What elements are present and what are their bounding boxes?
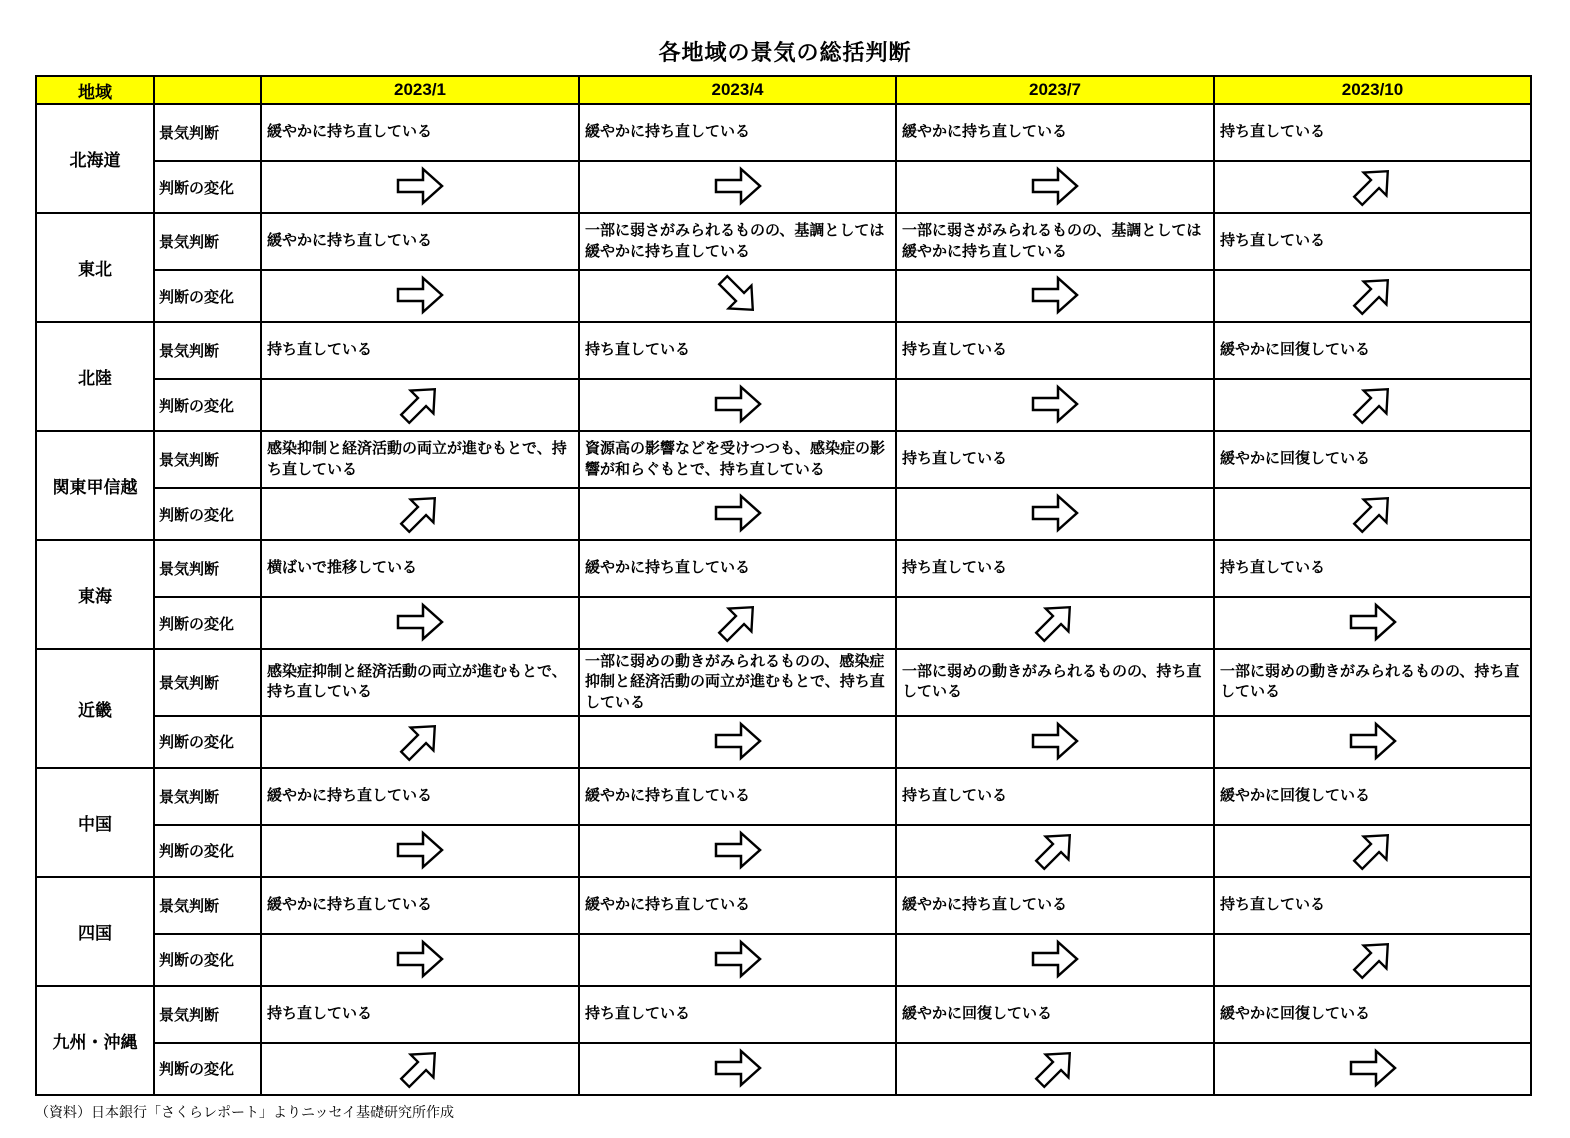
arrow-right-icon	[710, 490, 766, 536]
arrow-up-right-icon	[1345, 490, 1401, 536]
change-cell	[896, 270, 1214, 322]
region-judgment-row	[36, 986, 1531, 1043]
arrow-up-right-icon	[392, 1045, 448, 1091]
region-judgment-row	[36, 431, 1531, 488]
period-header-2023-10: 2023/10	[1214, 76, 1531, 104]
region-judgment-row	[36, 877, 1531, 934]
arrow-right-icon	[710, 936, 766, 982]
change-cell	[261, 597, 579, 649]
judgment-text: 一部に弱めの動きがみられるものの、持ち直している	[896, 649, 1214, 716]
judgment-text: 一部に弱さがみられるものの、基調としては緩やかに持ち直している	[896, 213, 1214, 270]
header-row	[36, 76, 1531, 104]
change-row-label: 判断の変化	[154, 488, 261, 540]
arrow-right-icon	[1345, 1045, 1401, 1091]
judgment-text: 緩やかに持ち直している	[261, 104, 579, 161]
arrow-right-icon	[1027, 936, 1083, 982]
judgment-text: 一部に弱めの動きがみられるものの、感染症抑制と経済活動の両立が進むもとで、持ち直している	[579, 649, 896, 716]
arrow-right-icon	[1027, 272, 1083, 318]
region-change-row	[36, 270, 1531, 322]
region-judgment-row	[36, 104, 1531, 161]
judgment-row-label: 景気判断	[154, 768, 261, 825]
arrow-right-icon	[392, 272, 448, 318]
change-cell	[896, 825, 1214, 877]
arrow-up-right-icon	[1345, 381, 1401, 427]
change-cell	[261, 1043, 579, 1095]
assessment-table-body	[36, 104, 1531, 1095]
judgment-row-label: 景気判断	[154, 540, 261, 597]
arrow-right-icon	[1027, 381, 1083, 427]
region-column-header: 地域	[36, 76, 154, 104]
change-row-label: 判断の変化	[154, 161, 261, 213]
region-change-row	[36, 825, 1531, 877]
table-header	[36, 76, 1531, 104]
judgment-row-label: 景気判断	[154, 322, 261, 379]
arrow-right-icon	[392, 163, 448, 209]
change-row-label: 判断の変化	[154, 597, 261, 649]
change-cell	[261, 488, 579, 540]
region-change-row	[36, 379, 1531, 431]
judgment-row-label: 景気判断	[154, 986, 261, 1043]
sublabel-column-header	[154, 76, 261, 104]
region-name: 近畿	[36, 649, 154, 768]
change-cell	[896, 934, 1214, 986]
judgment-row-label: 景気判断	[154, 877, 261, 934]
regional-assessment-table	[35, 75, 1532, 1096]
change-cell	[896, 716, 1214, 768]
arrow-right-icon	[710, 827, 766, 873]
change-cell	[1214, 716, 1531, 768]
judgment-text: 緩やかに持ち直している	[579, 104, 896, 161]
change-cell	[896, 161, 1214, 213]
judgment-text: 横ばいで推移している	[261, 540, 579, 597]
judgment-text: 持ち直している	[896, 768, 1214, 825]
change-cell	[1214, 597, 1531, 649]
change-cell	[579, 716, 896, 768]
change-cell	[579, 161, 896, 213]
region-change-row	[36, 597, 1531, 649]
region-name: 北海道	[36, 104, 154, 213]
judgment-text: 緩やかに持ち直している	[579, 768, 896, 825]
period-header-2023-4: 2023/4	[579, 76, 896, 104]
judgment-text: 緩やかに持ち直している	[579, 877, 896, 934]
judgment-text: 持ち直している	[579, 986, 896, 1043]
region-name: 東海	[36, 540, 154, 649]
arrow-up-right-icon	[1345, 827, 1401, 873]
judgment-text: 緩やかに回復している	[1214, 768, 1531, 825]
region-name: 中国	[36, 768, 154, 877]
region-judgment-row	[36, 768, 1531, 825]
change-row-label: 判断の変化	[154, 1043, 261, 1095]
region-change-row	[36, 161, 1531, 213]
judgment-text: 緩やかに持ち直している	[896, 104, 1214, 161]
region-change-row	[36, 488, 1531, 540]
judgment-text: 持ち直している	[261, 986, 579, 1043]
period-header-2023-7: 2023/7	[896, 76, 1214, 104]
judgment-text: 感染症抑制と経済活動の両立が進むもとで、持ち直している	[261, 649, 579, 716]
judgment-text: 一部に弱めの動きがみられるものの、持ち直している	[1214, 649, 1531, 716]
change-cell	[896, 379, 1214, 431]
arrow-right-icon	[710, 1045, 766, 1091]
judgment-text: 持ち直している	[579, 322, 896, 379]
change-row-label: 判断の変化	[154, 379, 261, 431]
arrow-right-icon	[1027, 490, 1083, 536]
arrow-up-right-icon	[710, 599, 766, 645]
change-cell	[1214, 270, 1531, 322]
change-cell	[579, 597, 896, 649]
arrow-right-icon	[392, 599, 448, 645]
period-header-2023-1: 2023/1	[261, 76, 579, 104]
judgment-text: 感染抑制と経済活動の両立が進むもとで、持ち直している	[261, 431, 579, 488]
region-change-row	[36, 716, 1531, 768]
judgment-text: 資源高の影響などを受けつつも、感染症の影響が和らぐもとで、持ち直している	[579, 431, 896, 488]
region-name: 九州・沖縄	[36, 986, 154, 1095]
change-cell	[579, 825, 896, 877]
change-row-label: 判断の変化	[154, 825, 261, 877]
arrow-right-icon	[710, 718, 766, 764]
change-cell	[579, 1043, 896, 1095]
judgment-text: 持ち直している	[1214, 104, 1531, 161]
region-judgment-row	[36, 649, 1531, 716]
judgment-text: 緩やかに持ち直している	[261, 213, 579, 270]
region-name: 四国	[36, 877, 154, 986]
change-row-label: 判断の変化	[154, 270, 261, 322]
change-cell	[579, 488, 896, 540]
change-cell	[261, 716, 579, 768]
change-cell	[261, 270, 579, 322]
change-cell	[1214, 161, 1531, 213]
arrow-up-right-icon	[1345, 936, 1401, 982]
change-cell	[896, 597, 1214, 649]
change-cell	[1214, 825, 1531, 877]
judgment-text: 持ち直している	[896, 431, 1214, 488]
judgment-text: 一部に弱さがみられるものの、基調としては緩やかに持ち直している	[579, 213, 896, 270]
region-change-row	[36, 934, 1531, 986]
judgment-text: 緩やかに回復している	[1214, 322, 1531, 379]
region-name: 東北	[36, 213, 154, 322]
arrow-up-right-icon	[1027, 1045, 1083, 1091]
arrow-up-right-icon	[1027, 599, 1083, 645]
change-cell	[261, 934, 579, 986]
judgment-text: 持ち直している	[896, 540, 1214, 597]
change-cell	[1214, 1043, 1531, 1095]
arrow-right-icon	[392, 936, 448, 982]
arrow-down-right-icon	[710, 272, 766, 318]
judgment-text: 緩やかに持ち直している	[579, 540, 896, 597]
arrow-right-icon	[1027, 163, 1083, 209]
arrow-right-icon	[1345, 599, 1401, 645]
change-cell	[261, 161, 579, 213]
judgment-row-label: 景気判断	[154, 649, 261, 716]
change-cell	[579, 379, 896, 431]
source-note: （資料）日本銀行「さくらレポート」よりニッセイ基礎研究所作成	[35, 1103, 455, 1120]
judgment-text: 緩やかに持ち直している	[896, 877, 1214, 934]
region-judgment-row	[36, 540, 1531, 597]
change-cell	[261, 379, 579, 431]
region-judgment-row	[36, 322, 1531, 379]
change-row-label: 判断の変化	[154, 934, 261, 986]
judgment-text: 持ち直している	[1214, 877, 1531, 934]
arrow-right-icon	[392, 827, 448, 873]
judgment-text: 緩やかに回復している	[896, 986, 1214, 1043]
judgment-text: 持ち直している	[1214, 540, 1531, 597]
judgment-text: 緩やかに持ち直している	[261, 768, 579, 825]
change-cell	[579, 934, 896, 986]
change-cell	[896, 488, 1214, 540]
judgment-text: 持ち直している	[261, 322, 579, 379]
judgment-row-label: 景気判断	[154, 213, 261, 270]
change-cell	[1214, 488, 1531, 540]
arrow-up-right-icon	[1027, 827, 1083, 873]
change-cell	[261, 825, 579, 877]
judgment-text: 緩やかに回復している	[1214, 986, 1531, 1043]
judgment-row-label: 景気判断	[154, 104, 261, 161]
arrow-right-icon	[710, 163, 766, 209]
judgment-text: 持ち直している	[1214, 213, 1531, 270]
change-cell	[1214, 934, 1531, 986]
change-cell	[1214, 379, 1531, 431]
judgment-text: 持ち直している	[896, 322, 1214, 379]
region-change-row	[36, 1043, 1531, 1095]
arrow-right-icon	[1027, 718, 1083, 764]
region-judgment-row	[36, 213, 1531, 270]
arrow-up-right-icon	[1345, 272, 1401, 318]
arrow-up-right-icon	[392, 718, 448, 764]
arrow-up-right-icon	[1345, 163, 1401, 209]
judgment-row-label: 景気判断	[154, 431, 261, 488]
change-cell	[896, 1043, 1214, 1095]
page-title: 各地域の景気の総括判断	[658, 40, 912, 65]
arrow-up-right-icon	[392, 381, 448, 427]
change-row-label: 判断の変化	[154, 716, 261, 768]
region-name: 北陸	[36, 322, 154, 431]
change-cell	[579, 270, 896, 322]
judgment-text: 緩やかに回復している	[1214, 431, 1531, 488]
arrow-up-right-icon	[392, 490, 448, 536]
arrow-right-icon	[710, 381, 766, 427]
arrow-right-icon	[1345, 718, 1401, 764]
region-name: 関東甲信越	[36, 431, 154, 540]
judgment-text: 緩やかに持ち直している	[261, 877, 579, 934]
